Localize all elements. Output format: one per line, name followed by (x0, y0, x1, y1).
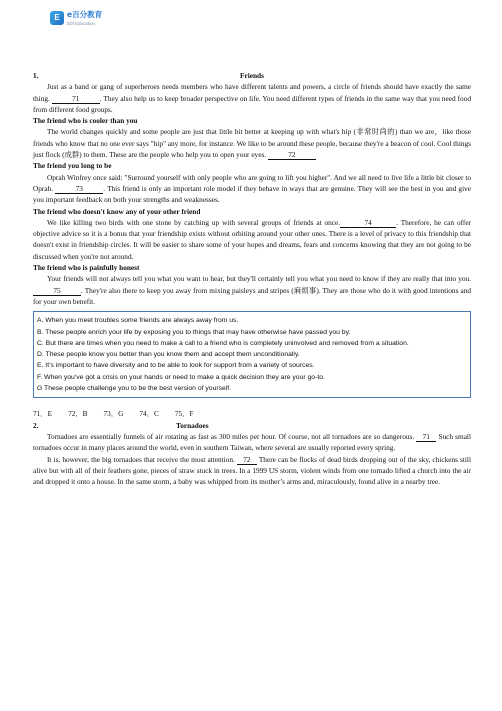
section1-intro (33, 81, 471, 115)
option-g: G These people challenge you to be the best version of yourself. (37, 385, 232, 393)
section2-heading (33, 420, 471, 431)
brand-logo (50, 9, 102, 26)
s2-p1-text: Tornadoes are essentially funnels of air rotating as fast as 300 miles per hour. Of course, not all tornadoes are so dangerous. (47, 431, 417, 441)
paragraph-honest-friend (33, 273, 471, 307)
brand-name-cn: e百分教育 (67, 10, 103, 19)
blank-75: 75 (33, 286, 81, 296)
heading-cooler-friend: The friend who is cooler than you (33, 116, 138, 126)
section2-paragraph-2 (33, 454, 471, 488)
heading-long-to-be: The friend you long to be (33, 161, 112, 171)
option-e: E. It’s important to have diversity and to be able to look for support from a variety of sources. (37, 362, 315, 370)
section1-heading (33, 70, 471, 81)
p3-text-a: We like killing two birds with one stone by catching up with several groups of friends at once. (47, 217, 341, 227)
s2-p2-text-b: There can be flocks of dead birds dropping out of the sky, chickens still alive but with all of their feathers gone, pieces of straw stuck in trees. In a 1999 US storm, violent winds from one tornado lifted a church into the air and dropped it onto a house. In the same storm, a baby was whipped from its mother’s arms and, miraculously, found alive in a nearby tree. (33, 454, 471, 487)
p3-text-b: . Therefore, he can offer objective advice so it is a bonus that your friendship exists without orbiting around your other ones. There is a level of privacy to this friendship that doesn't exist in friendship circles. It will be easier to share some of your hopes and dreams, fears and concerns knowing that they are not going to be discussed when you're not around. (33, 217, 471, 261)
option-f: F. When you’ve got a crisis on your hands or need to make a quick decision they are your go-to. (37, 373, 325, 381)
section2-title: Tornadoes (176, 420, 209, 430)
answer-key (33, 408, 471, 419)
heading-honest-friend: The friend who is painfully honest (33, 263, 140, 273)
blank-73: 73 (55, 184, 103, 194)
section1-number: 1. (33, 71, 39, 80)
document-body (33, 70, 471, 487)
answer-75: 75．F (174, 409, 194, 419)
s2-p2-text-a: It is, however, the big tornadoes that receive the most attention. (47, 454, 237, 464)
logo-icon: E (50, 11, 64, 25)
option-a: A. When you meet troubles some friends are always away from us. (37, 317, 239, 325)
s2-blank-71: 71 (416, 432, 436, 442)
p2-text-a: Oprah Winfrey once said: "Surround yourself with only people who are going to lift you higher". And we all need to live life a little bit closer to Oprah. (33, 172, 471, 193)
p4-text-b: . They're also there to keep you away from mixing paisleys and stripes (麻烦事). They are those who do it with good intentions and for your own benefit. (33, 285, 471, 306)
intro-text-b: . They also help us to keep broader perspective on life. You need different types of friends in the same way that you need food from different food groups. (33, 93, 472, 114)
brand-name-en: Ebf Education (67, 21, 96, 26)
paragraph-cooler-friend (33, 126, 471, 160)
blank-71: 71 (52, 94, 100, 104)
answer-73: 73．G (103, 409, 124, 419)
answer-74: 74．C (139, 409, 159, 419)
s2-blank-72: 72 (237, 455, 257, 465)
section2-number: 2. (33, 420, 39, 430)
option-c: C. But there are times when you need to make a call to a friend who is completely uninvolved and removed from a situation. (37, 339, 409, 347)
heading-unknown-friend: The friend who doesn't know any of your other friend (33, 206, 201, 216)
section1-title: Friends (240, 71, 264, 80)
s2-p1-text-b: Such small tornadoes occur in many places around the world, even in southern Taiwan, where several are usually reported every spring. (33, 431, 471, 453)
logo-text (67, 9, 102, 26)
blank-74: 74 (340, 218, 396, 228)
p1-text: The world changes quickly and some people are just that little bit better at keeping up with what's hip (非常时尚的) than we are，like those friends who know that no one ever says "hip" any more, for instance. We like to be around these people, because they're a beacon of cool. Cool things just flock (成群) to them. These are the people who help you to open your eyes. (33, 127, 471, 160)
intro-text-a: Just as a band or gang of superheroes needs members who have different talents and powers, a circle of friends should have exactly the same thing. (33, 82, 471, 103)
option-b: B. These people enrich your life by exposing you to things that may have otherwise have passed you by. (37, 328, 351, 336)
p2-text-b: . This friend is only an important role model if they behave in ways that are genuine. They will see the best in you and give you important feedback on both your strengths and weaknesses. (33, 183, 471, 205)
blank-72: 72 (268, 150, 316, 160)
section2-paragraph-1 (33, 431, 471, 454)
answer-72: 72．B (68, 409, 88, 419)
option-d: D. These people know you better than you know them and accept them unconditionally. (37, 351, 300, 359)
paragraph-long-to-be (33, 172, 471, 206)
p4-text-a: Your friends will not always tell you what you want to hear, but they'll certainly tell you what you need to know if they are really that into you. (47, 274, 471, 284)
paragraph-unknown-friend (33, 217, 471, 262)
answer-71: 71．E (33, 409, 53, 419)
options-box (33, 311, 471, 398)
